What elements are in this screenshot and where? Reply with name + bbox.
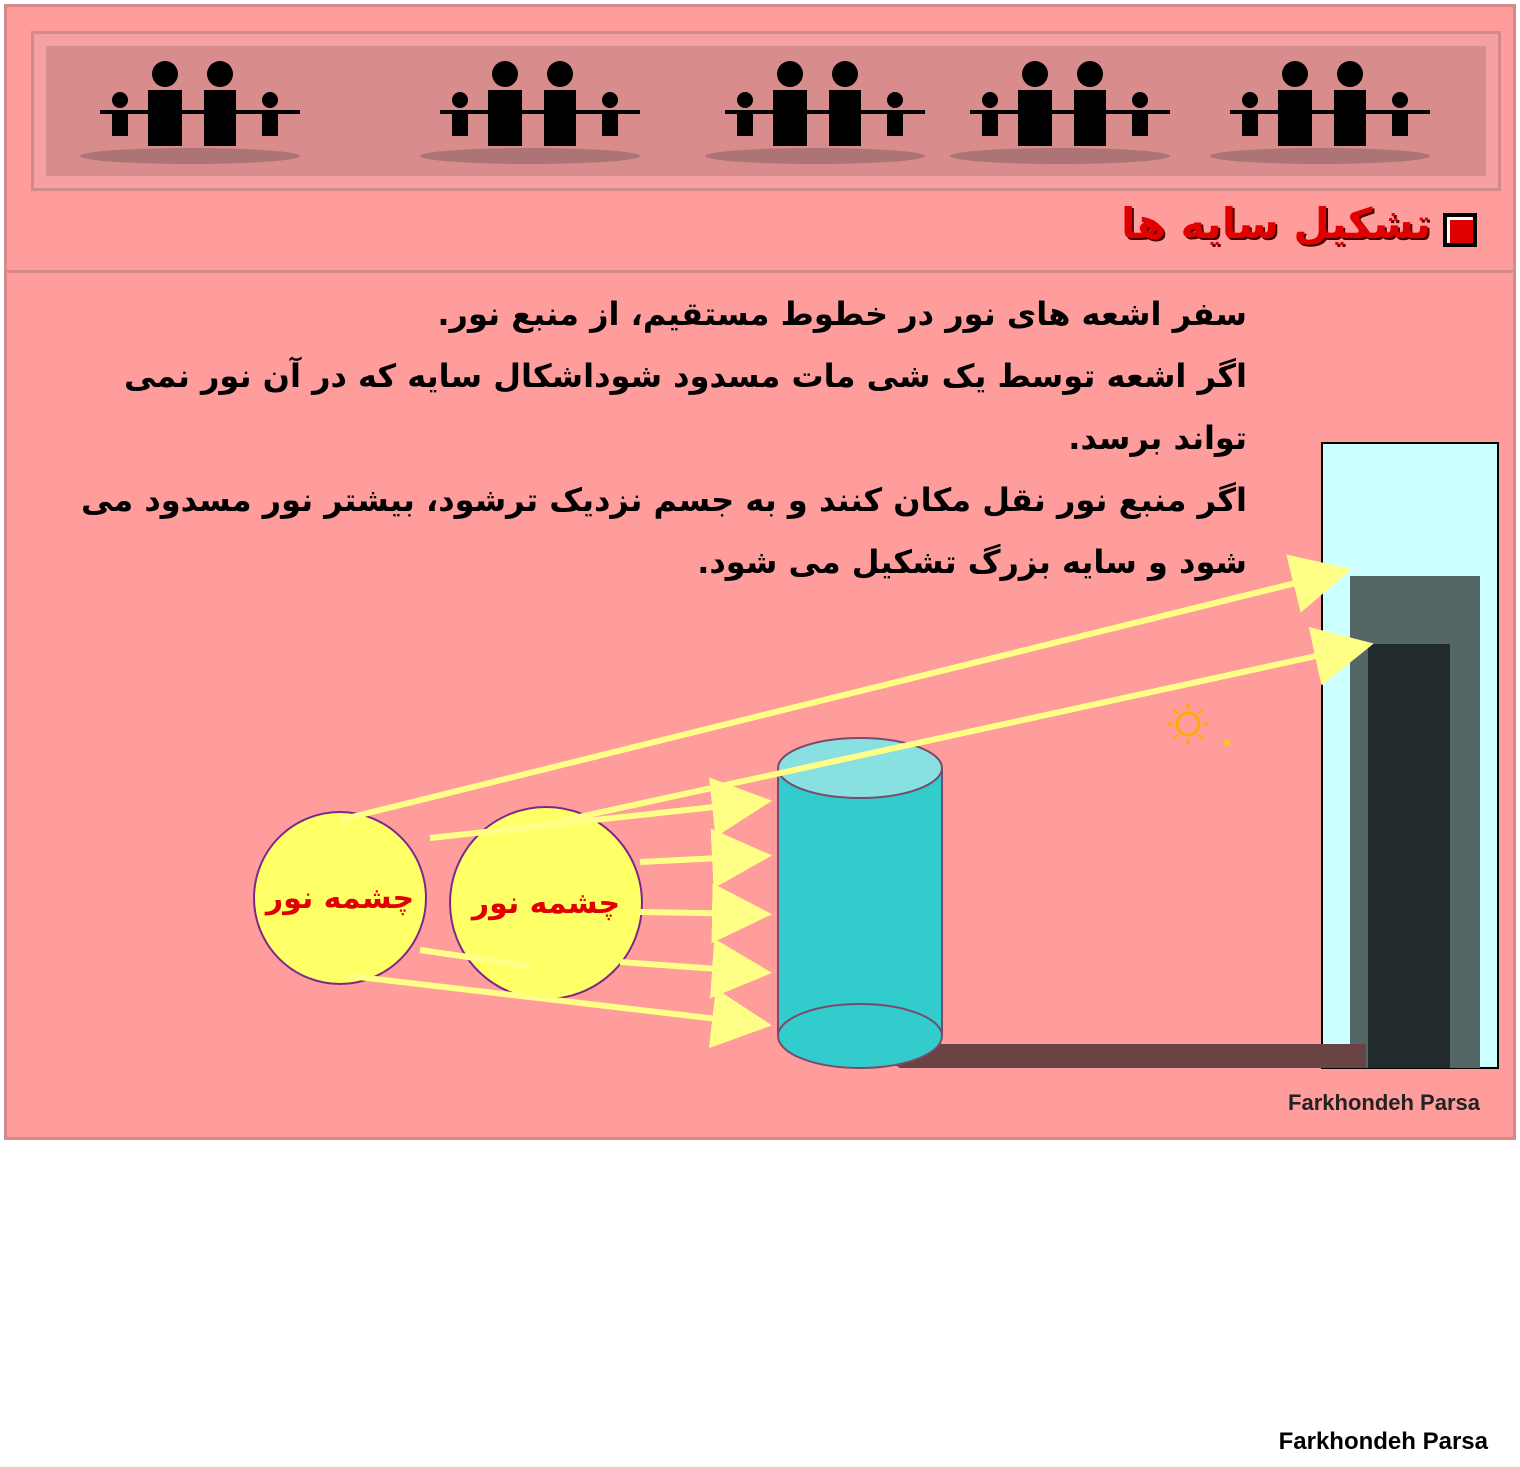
paragraph-1: سفر اشعه های نور در خطوط مستقیم، از منبع نور. bbox=[437, 295, 1247, 333]
light-source-far bbox=[254, 812, 426, 984]
family-silhouette-3 bbox=[705, 61, 925, 164]
paragraph-3: اگر منبع نور نقل مکان کنند و به جسم نزدیک ترشود، بیشتر نور مسدود می شود و سایه بزرگ تشکیل می شود. bbox=[81, 481, 1247, 581]
slide-title: تشکیل سایه ها bbox=[1120, 199, 1431, 248]
ray-4 bbox=[620, 962, 760, 972]
ray-3 bbox=[640, 912, 760, 914]
paragraph-2: اگر اشعه توسط یک شی مات مسدود شوداشکال سایه که در آن نور نمی تواند برسد. bbox=[124, 357, 1247, 457]
light-source-label-1: چشمه نور bbox=[265, 881, 415, 916]
light-source-near bbox=[450, 807, 642, 999]
opaque-cylinder bbox=[778, 738, 942, 1068]
dot-marker bbox=[1224, 740, 1230, 746]
family-silhouette-4 bbox=[950, 61, 1170, 164]
family-silhouette-1 bbox=[80, 61, 300, 164]
sun-icon bbox=[1168, 704, 1208, 744]
light-source-label-2: چشمه نور bbox=[471, 886, 621, 921]
family-silhouette-5 bbox=[1210, 61, 1430, 164]
small-shadow bbox=[1368, 644, 1450, 1068]
ray-2 bbox=[640, 856, 760, 862]
slide-credit: Farkhondeh Parsa bbox=[1288, 1090, 1480, 1115]
family-silhouette-2 bbox=[420, 61, 640, 164]
page-credit: Farkhondeh Parsa bbox=[1278, 1428, 1488, 1455]
